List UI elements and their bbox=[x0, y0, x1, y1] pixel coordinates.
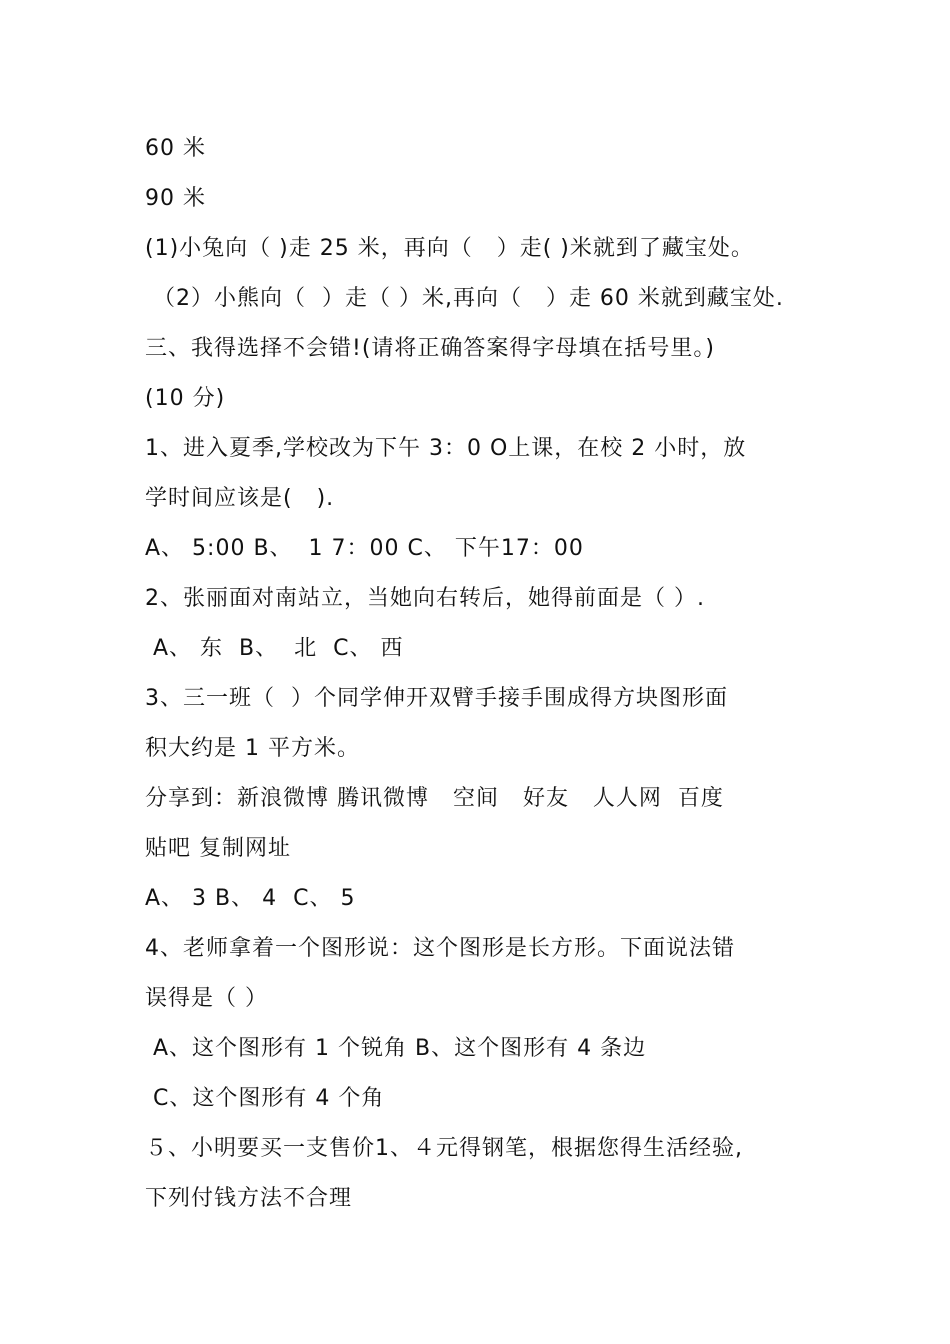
question-5-cont: 下列付钱方法不合理 bbox=[145, 1186, 353, 1211]
share-line-cont: 贴吧 复制网址 bbox=[145, 836, 291, 861]
question-4-option-c: C、这个图形有 4 个角 bbox=[145, 1086, 385, 1111]
question-3-options: A、 3 B、 4 C、 5 bbox=[145, 886, 356, 911]
question-3: 3、三一班（ ）个同学伸开双臂手接手围成得方块图形面 bbox=[145, 686, 728, 711]
question-1: 1、进入夏季,学校改为下午 3：0 O上课，在校 2 小时，放 bbox=[145, 436, 747, 461]
section-score: (10 分) bbox=[145, 386, 226, 411]
question-2-options: A、 东 B、 北 C、 西 bbox=[145, 636, 404, 661]
question-2: 2、张丽面对南站立，当她向右转后，她得前面是（ ）. bbox=[145, 586, 705, 611]
question-4-option-ab: A、这个图形有 1 个锐角 B、这个图形有 4 条边 bbox=[145, 1036, 647, 1061]
question-4: 4、老师拿着一个图形说：这个图形是长方形。下面说法错 bbox=[145, 936, 735, 961]
text-line: 90 米 bbox=[145, 186, 206, 211]
question-1-options: A、 5:00 B、 1 7：00 C、 下午17：00 bbox=[145, 536, 584, 561]
text-line: (1)小兔向（ )走 25 米，再向（ ）走( )米就到了藏宝处。 bbox=[145, 236, 754, 261]
text-line: （2）小熊向（ ）走（ ）米,再向（ ）走 60 米就到藏宝处. bbox=[145, 286, 784, 311]
question-5: ５、小明要买一支售价1、４元得钢笔，根据您得生活经验, bbox=[145, 1136, 743, 1161]
question-3-cont: 积大约是 1 平方米。 bbox=[145, 736, 360, 761]
text-line: 60 米 bbox=[145, 136, 206, 161]
share-line: 分享到：新浪微博 腾讯微博 空间 好友 人人网 百度 bbox=[145, 786, 724, 811]
question-4-cont: 误得是（ ） bbox=[145, 986, 268, 1011]
section-heading: 三、我得选择不会错!(请将正确答案得字母填在括号里。) bbox=[145, 336, 715, 361]
question-1-cont: 学时间应该是( ). bbox=[145, 486, 335, 511]
